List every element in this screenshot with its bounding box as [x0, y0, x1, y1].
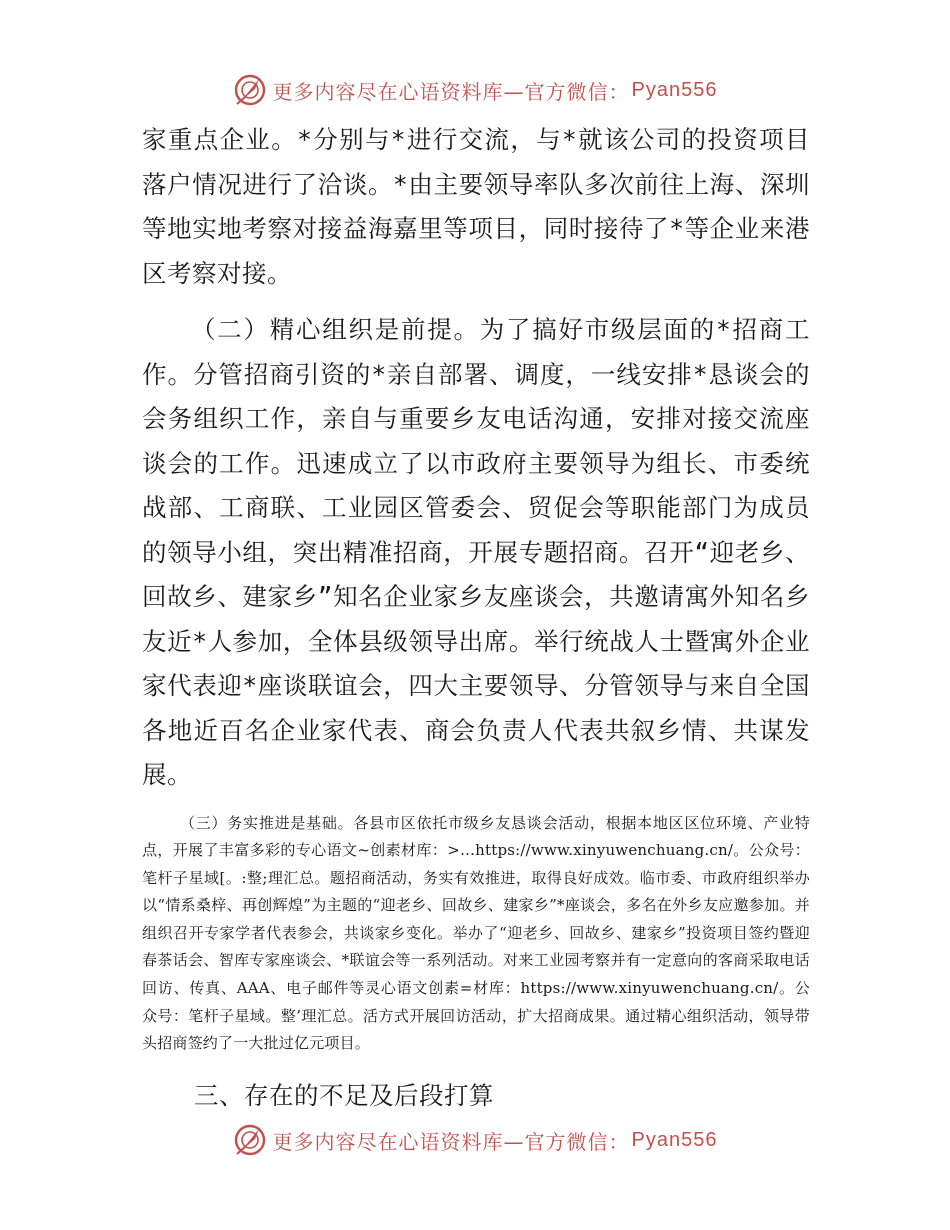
- paragraph-section-three: （三）务实推进是基础。各县市区依托市级乡友恳谈会活动，根据本地区区位环境、产业特点，开展了丰富多彩的专心语文~创素材库：>…https://www.xinyuwenchuang.cn/。公众号：笔杆子星域[。:整;理汇总。题招商活动，务实有效推进，取得良好成效。临市委、市政府组织举办以“情系桑梓、再创辉煌”为主题的“迎老乡、回故乡、建家乡”*座谈会，多名在外乡友应邀参加。并组织召开专家学者代表参会，共谈家乡变化。举办了“迎老乡、回故乡、建家乡”投资项目签约暨迎春茶话会、智库专家座谈会、*联谊会等一系列活动。对来工业园考察并有一定意向的客商采取电话回访、传真、AAA、电子邮件等灵心语文创素=材库：https://www.xinyuwenchuang.cn/。公众号：笔杆子星域。整’理汇总。活方式开展回访活动，扩大招商成果。通过精心组织活动，领导带头招商签约了一大批过亿元项目。: [142, 813, 810, 1053]
- banner-wechat-id: Pyan556: [631, 78, 718, 101]
- banner-text: 更多内容尽在心语资料库—官方微信：: [272, 1129, 630, 1154]
- paragraph-continued: 家重点企业。*分别与*进行交流，与*就该公司的投资项目落户情况进行了洽谈。*由主要领导率队多次前往上海、深圳等地实地考察对接益海嘉里等项目，同时接待了*等企业来港区考察对接。: [142, 125, 810, 288]
- banner-wechat-id: Pyan556: [631, 1128, 718, 1151]
- quill-logo-icon: [233, 1123, 267, 1157]
- section-heading-three: 三、存在的不足及后段打算: [194, 1080, 494, 1110]
- header-watermark-banner: [0, 70, 950, 110]
- quill-logo-icon: [233, 73, 267, 107]
- document-body: [142, 118, 810, 1118]
- footer-watermark-banner: [0, 1120, 950, 1160]
- paragraph-section-two: （二）精心组织是前提。为了搞好市级层面的*招商工作。分管招商引资的*亲自部署、调度，一线安排*恳谈会的会务组织工作，亲自与重要乡友电话沟通，安排对接交流座谈会的工作。迅速成立了以市政府主要领导为组长、市委统战部、工商联、工业园区管委会、贸促会等职能部门为成员的领导小组，突出精准招商，开展专题招商。召开“迎老乡、回故乡、建家乡”知名企业家乡友座谈会，共邀请寓外知名乡友近*人参加，全体县级领导出席。举行统战人士暨寓外企业家代表迎*座谈联谊会，四大主要领导、分管领导与来自全国各地近百名企业家代表、商会负责人代表共叙乡情、共谋发展。: [142, 315, 810, 789]
- banner-text: 更多内容尽在心语资料库—官方微信：: [272, 79, 630, 104]
